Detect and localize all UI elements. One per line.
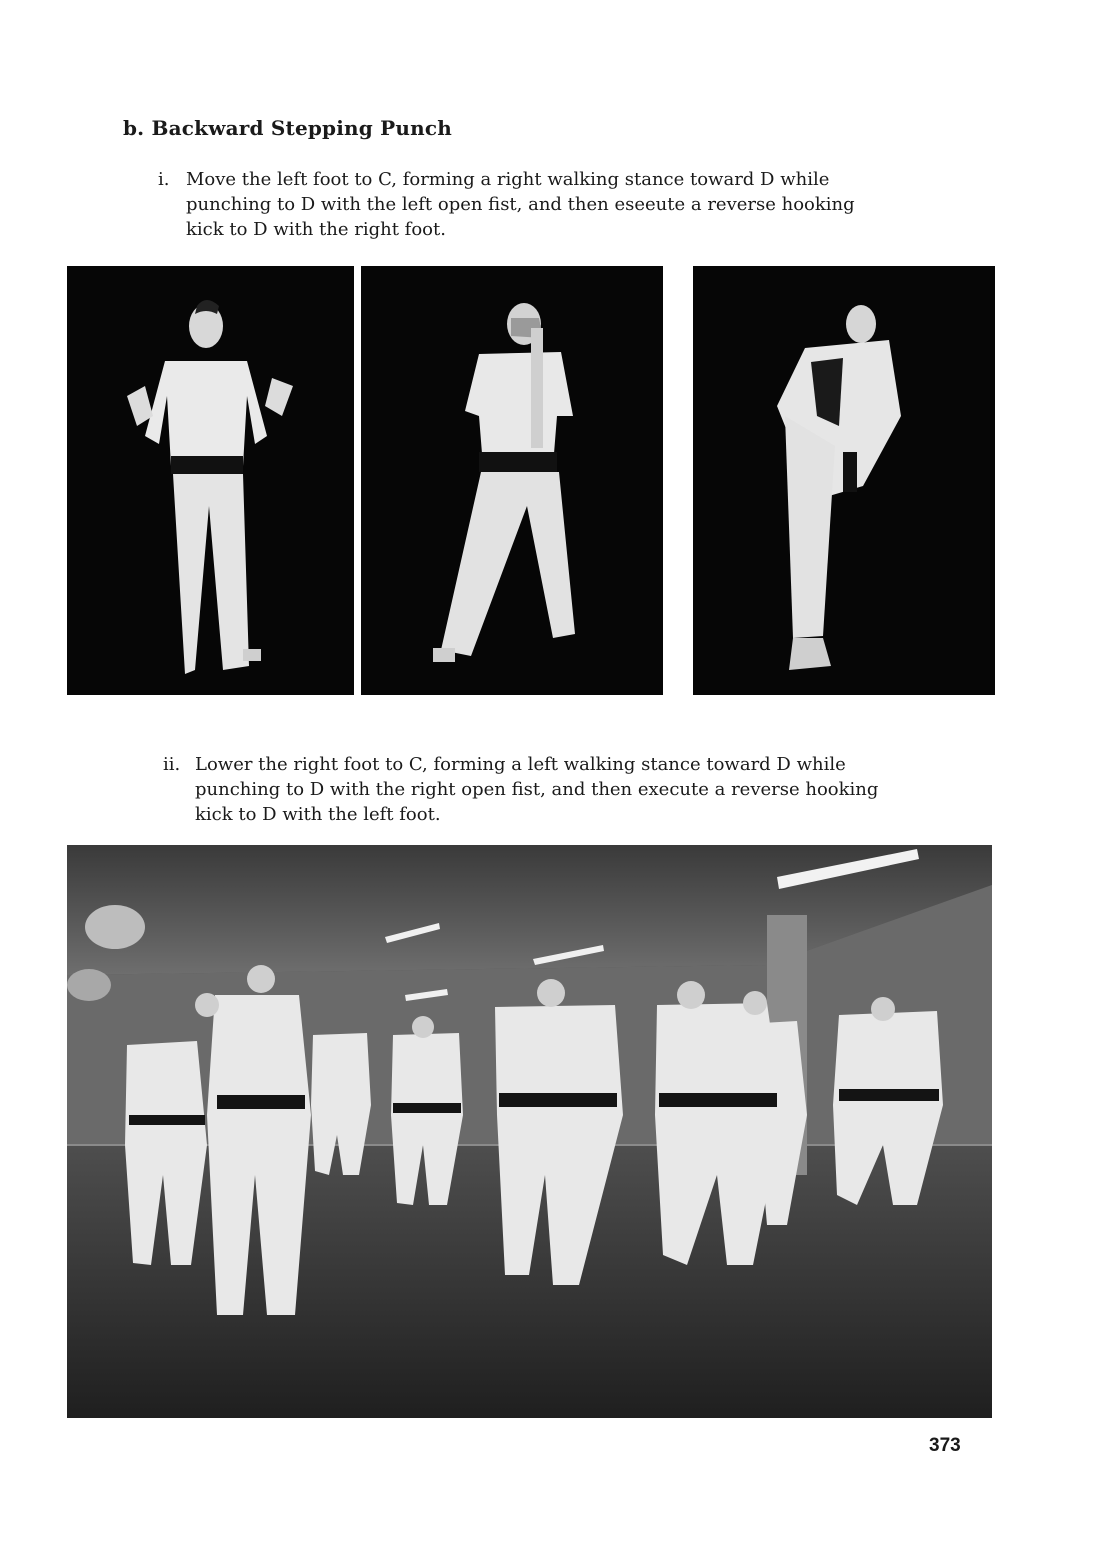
step-i — [158, 167, 898, 242]
step-text: Move the left foot to C, forming a right walking stance toward D while punching to D with the left open fist, and then eseeute a reverse hooking kick to D with the right foot. — [186, 169, 855, 240]
step-marker: ii. — [163, 754, 181, 775]
page-number: 373 — [929, 1435, 961, 1456]
step-marker: i. — [158, 169, 170, 190]
photo-reverse-hooking-kick — [693, 266, 995, 695]
photo-walking-stance-punch — [361, 266, 663, 695]
step-ii — [163, 752, 903, 827]
step-text: Lower the right foot to C, forming a left walking stance toward D while punching to D with the right open fist, and then execute a reverse hooking kick to D with the left foot. — [195, 754, 879, 825]
photo-group-training-hall — [67, 845, 992, 1418]
section-heading: b. Backward Stepping Punch — [123, 116, 452, 140]
photo-front-stance — [67, 266, 354, 695]
